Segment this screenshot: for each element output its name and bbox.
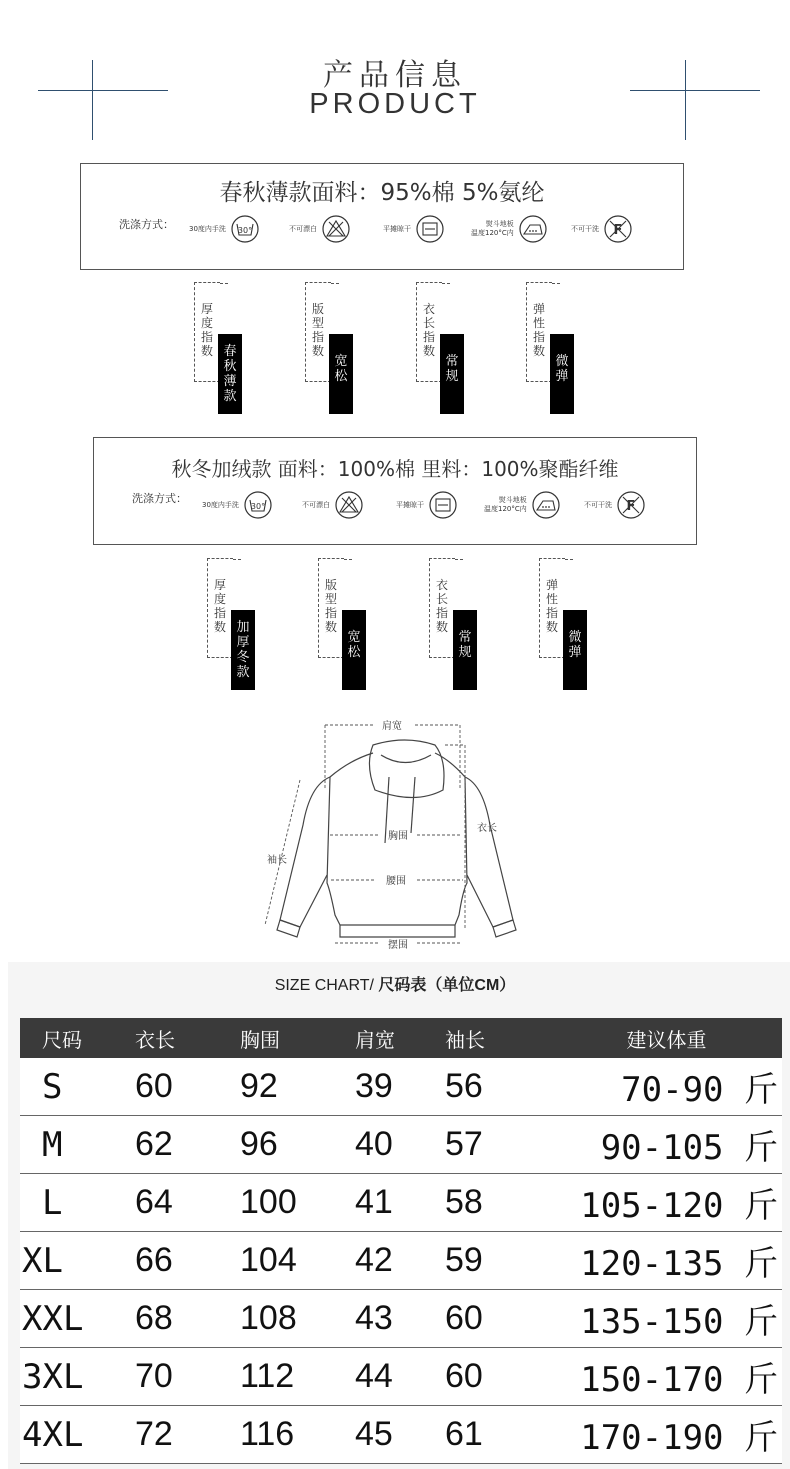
cell-size: L bbox=[42, 1182, 63, 1223]
cell-size: XXL bbox=[22, 1298, 84, 1339]
table-row bbox=[20, 1232, 782, 1290]
care-caption: 不可漂白 bbox=[302, 500, 330, 509]
care-caption: 平摊晾干 bbox=[396, 500, 424, 509]
cell-shoulder: 42 bbox=[355, 1241, 393, 1279]
cell-chest: 108 bbox=[240, 1299, 297, 1337]
cell-weight: 135-150 斤 bbox=[580, 1302, 778, 1342]
size-chart-title bbox=[0, 972, 790, 995]
cell-chest: 116 bbox=[240, 1415, 295, 1453]
cell-size: M bbox=[42, 1124, 63, 1165]
hand-wash-icon bbox=[230, 214, 260, 244]
hand-wash-temp: 30° bbox=[250, 502, 266, 511]
care-caption: 30度内手洗 bbox=[202, 500, 239, 509]
cell-chest: 104 bbox=[240, 1241, 297, 1279]
cell-length: 70 bbox=[135, 1357, 173, 1395]
cell-size: S bbox=[42, 1066, 63, 1107]
cell-sleeve: 56 bbox=[445, 1067, 483, 1105]
cell-chest: 112 bbox=[240, 1357, 295, 1395]
cell-weight: 150-170 斤 bbox=[580, 1360, 778, 1400]
wash-label: 洗涤方式： bbox=[132, 492, 187, 505]
tag-title: 版型指数 bbox=[312, 302, 325, 358]
care-iron bbox=[484, 490, 561, 520]
iron-icon bbox=[531, 490, 561, 520]
care-iron bbox=[471, 214, 548, 244]
table-row bbox=[20, 1174, 782, 1232]
cell-shoulder: 44 bbox=[355, 1357, 393, 1395]
care-caption: 不可干洗 bbox=[571, 224, 599, 233]
page-title-cn: 产品信息 bbox=[323, 58, 467, 93]
cell-sleeve: 60 bbox=[445, 1357, 483, 1395]
header-length: 衣长 bbox=[135, 1027, 175, 1052]
care-caption: 熨斗地板 温度120°C内 bbox=[484, 496, 527, 513]
table-row bbox=[20, 1290, 782, 1348]
iron-icon bbox=[518, 214, 548, 244]
cell-chest: 96 bbox=[240, 1125, 278, 1163]
cell-length: 72 bbox=[135, 1415, 173, 1453]
tag-value: 常规 bbox=[440, 334, 464, 414]
cell-sleeve: 61 bbox=[445, 1415, 483, 1453]
tag-value: 加厚冬款 bbox=[231, 610, 255, 690]
care-caption: 平摊晾干 bbox=[383, 224, 411, 233]
care-no-bleach bbox=[302, 490, 364, 520]
label-hem: 摆围 bbox=[388, 940, 408, 951]
cell-weight: 90-105 斤 bbox=[600, 1128, 778, 1168]
header-sleeve: 袖长 bbox=[445, 1027, 485, 1052]
header-shoulder: 肩宽 bbox=[355, 1027, 395, 1052]
hoodie-diagram bbox=[255, 715, 525, 960]
spring-fabric-title: 春秋薄款面料：95%棉 5%氨纶 bbox=[219, 180, 545, 206]
cell-shoulder: 43 bbox=[355, 1299, 393, 1337]
decor-line-right-v bbox=[685, 60, 686, 140]
tag-value: 微弹 bbox=[563, 610, 587, 690]
page-title-en: PRODUCT bbox=[309, 88, 481, 120]
tag-title: 衣长指数 bbox=[423, 302, 436, 358]
winter-tag-length bbox=[429, 558, 481, 688]
cell-shoulder: 39 bbox=[355, 1067, 393, 1105]
care-no-bleach bbox=[289, 214, 351, 244]
cell-shoulder: 40 bbox=[355, 1125, 393, 1163]
label-length: 衣长 bbox=[477, 823, 497, 834]
cell-sleeve: 57 bbox=[445, 1125, 483, 1163]
tag-title: 衣长指数 bbox=[436, 578, 449, 634]
label-shoulder: 肩宽 bbox=[382, 721, 402, 732]
cell-sleeve: 58 bbox=[445, 1183, 483, 1221]
care-hand-wash bbox=[189, 214, 260, 244]
tag-title: 版型指数 bbox=[325, 578, 338, 634]
tag-value: 微弹 bbox=[550, 334, 574, 414]
tag-title: 弹性指数 bbox=[533, 302, 546, 358]
tag-value: 春秋薄款 bbox=[218, 334, 242, 414]
size-table bbox=[20, 1018, 782, 1464]
cell-chest: 92 bbox=[240, 1067, 278, 1105]
winter-fabric-title: 秋冬加绒款 面料：100%棉 里料：100%聚酯纤维 bbox=[171, 457, 619, 481]
cell-length: 68 bbox=[135, 1299, 173, 1337]
cell-sleeve: 60 bbox=[445, 1299, 483, 1337]
cell-length: 62 bbox=[135, 1125, 173, 1163]
care-hand-wash bbox=[202, 490, 273, 520]
size-chart-title-en: SIZE CHART/ bbox=[274, 977, 374, 994]
decor-line-left-v bbox=[92, 60, 93, 140]
tag-title: 厚度指数 bbox=[201, 302, 214, 358]
hand-wash-temp: 30° bbox=[237, 226, 253, 235]
cell-length: 66 bbox=[135, 1241, 173, 1279]
cell-weight: 120-135 斤 bbox=[580, 1244, 778, 1284]
spring-tag-thickness bbox=[194, 282, 246, 412]
dry-flat-icon bbox=[428, 490, 458, 520]
cell-sleeve: 59 bbox=[445, 1241, 483, 1279]
wash-label: 洗涤方式： bbox=[119, 218, 174, 231]
no-dry-clean-icon bbox=[603, 214, 633, 244]
no-dry-clean-icon bbox=[616, 490, 646, 520]
header-size: 尺码 bbox=[42, 1027, 82, 1052]
tag-value: 宽松 bbox=[329, 334, 353, 414]
table-row bbox=[20, 1116, 782, 1174]
winter-tag-fit bbox=[318, 558, 370, 688]
tag-title: 厚度指数 bbox=[214, 578, 227, 634]
hand-wash-icon bbox=[243, 490, 273, 520]
cell-size: XL bbox=[22, 1240, 63, 1281]
tag-value: 宽松 bbox=[342, 610, 366, 690]
decor-line-left-h bbox=[38, 90, 168, 91]
cell-shoulder: 41 bbox=[355, 1183, 393, 1221]
tag-value: 常规 bbox=[453, 610, 477, 690]
care-no-dry-clean bbox=[571, 214, 633, 244]
no-bleach-icon bbox=[321, 214, 351, 244]
table-row bbox=[20, 1406, 782, 1464]
winter-fabric-box bbox=[93, 437, 697, 545]
tag-title: 弹性指数 bbox=[546, 578, 559, 634]
care-dry-flat bbox=[383, 214, 445, 244]
care-no-dry-clean bbox=[584, 490, 646, 520]
header-chest: 胸围 bbox=[240, 1027, 280, 1052]
table-row bbox=[20, 1058, 782, 1116]
winter-tag-elasticity bbox=[539, 558, 591, 688]
spring-tag-elasticity bbox=[526, 282, 578, 412]
winter-tag-thickness bbox=[207, 558, 259, 688]
label-chest: 胸围 bbox=[388, 831, 408, 842]
no-dry-clean-letter: F bbox=[626, 499, 636, 514]
cell-weight: 105-120 斤 bbox=[580, 1186, 778, 1226]
size-chart-title-cn: 尺码表（单位CM） bbox=[378, 977, 516, 994]
cell-weight: 70-90 斤 bbox=[621, 1070, 778, 1110]
size-table-header bbox=[20, 1018, 782, 1058]
label-sleeve: 袖长 bbox=[267, 855, 287, 866]
care-caption: 熨斗地板 温度120°C内 bbox=[471, 220, 514, 237]
cell-size: 4XL bbox=[22, 1414, 84, 1455]
care-dry-flat bbox=[396, 490, 458, 520]
cell-chest: 100 bbox=[240, 1183, 297, 1221]
care-caption: 不可漂白 bbox=[289, 224, 317, 233]
spring-fabric-box bbox=[80, 163, 684, 270]
cell-weight: 170-190 斤 bbox=[580, 1418, 778, 1458]
care-caption: 30度内手洗 bbox=[189, 224, 226, 233]
header-weight: 建议体重 bbox=[626, 1027, 707, 1052]
cell-size: 3XL bbox=[22, 1356, 84, 1397]
label-waist: 腰围 bbox=[386, 876, 406, 887]
care-caption: 不可干洗 bbox=[584, 500, 612, 509]
spring-tag-length bbox=[416, 282, 468, 412]
spring-tag-fit bbox=[305, 282, 357, 412]
no-bleach-icon bbox=[334, 490, 364, 520]
decor-line-right-h bbox=[630, 90, 760, 91]
table-row bbox=[20, 1348, 782, 1406]
cell-shoulder: 45 bbox=[355, 1415, 393, 1453]
no-dry-clean-letter: F bbox=[613, 223, 623, 238]
dry-flat-icon bbox=[415, 214, 445, 244]
cell-length: 60 bbox=[135, 1067, 173, 1105]
cell-length: 64 bbox=[135, 1183, 173, 1221]
